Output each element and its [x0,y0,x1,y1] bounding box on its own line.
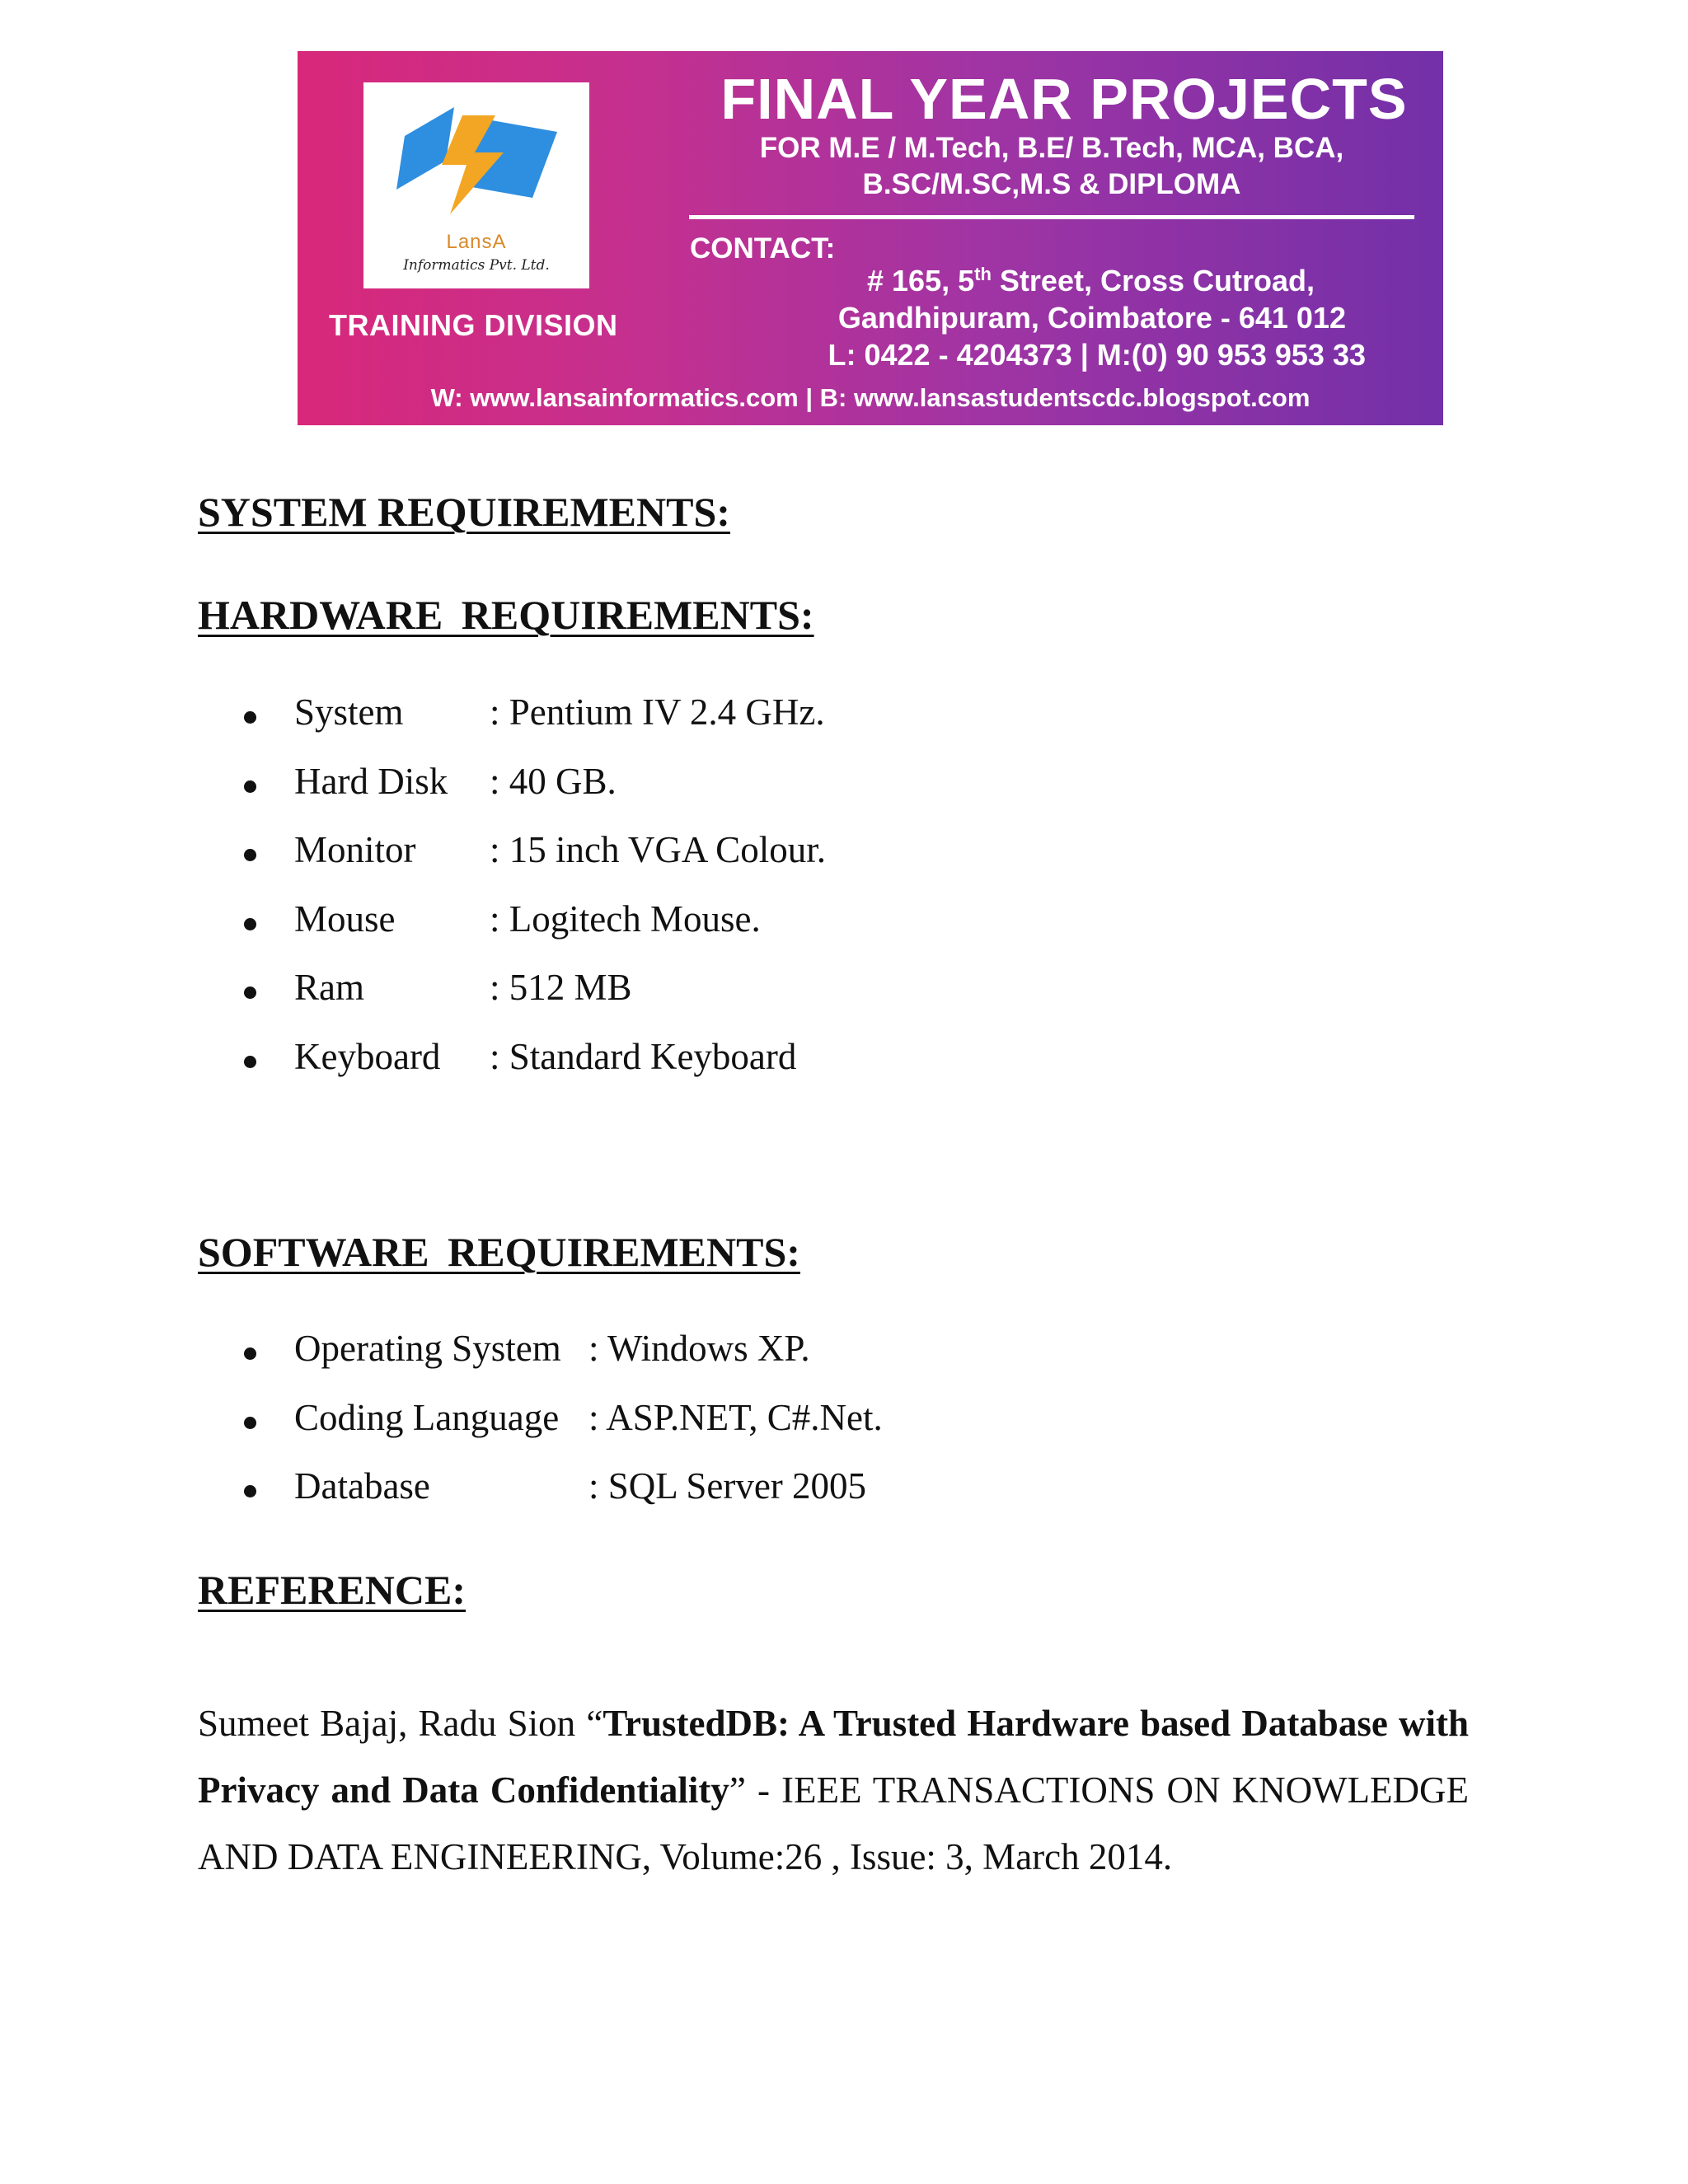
hardware-item-label: System [294,691,404,733]
software-item-value: : ASP.NET, C#.Net. [588,1397,883,1438]
reference-title: TrustedDB: A Trusted Hardware based Database with Privacy and Data Confidentiality [198,1703,1469,1811]
hardware-item-label: Keyboard [294,1036,441,1077]
banner-web-links: W: www.lansainformatics.com | B: www.lansastudentscdc.blogspot.com [430,383,1311,412]
bullet-icon [244,780,256,793]
software-item-label: Operating System [294,1328,561,1369]
header-banner [298,51,1443,425]
system-requirements-heading: SYSTEM REQUIREMENTS: [198,489,730,535]
hardware-requirements-heading: HARDWARE REQUIREMENTS: [198,592,814,638]
reference-citation [198,1690,1469,1891]
hardware-item-value: : 15 inch VGA Colour. [490,829,826,870]
hardware-item-value: : 512 MB [490,967,632,1008]
hardware-item-label: Mouse [294,898,396,940]
contact-address-line-1: # 165, 5th Street, Cross Cutroad, [867,264,1315,298]
contact-address-line-2: Gandhipuram, Coimbatore - 641 012 [837,301,1346,335]
contact-label: CONTACT: [690,232,836,265]
training-division-label: TRAINING DIVISION [329,308,618,342]
bullet-icon [244,849,256,861]
hardware-item-value: : Pentium IV 2.4 GHz. [490,691,825,733]
hardware-item-label: Monitor [294,829,416,870]
contact-phone: L: 0422 - 4204373 | M:(0) 90 953 953 33 [828,338,1366,372]
hardware-item-label: Ram [294,967,364,1008]
bullet-icon [244,1417,256,1429]
hardware-item-value: : 40 GB. [490,761,617,802]
software-item-value: : SQL Server 2005 [588,1465,867,1507]
company-logo [363,82,589,288]
lansa-logo-icon [363,82,589,231]
banner-title: FINAL YEAR PROJECTS [720,67,1408,131]
software-item-label: Coding Language [294,1397,560,1438]
logo-subtitle: Informatics Pvt. Ltd. [403,257,550,274]
bullet-icon [244,987,256,999]
banner-courses-line-1: FOR M.E / M.Tech, B.E/ B.Tech, MCA, BCA, [759,132,1344,164]
bullet-icon [244,1347,256,1360]
hardware-item-value: : Logitech Mouse. [490,898,761,940]
software-item-label: Database [294,1465,430,1507]
software-item-value: : Windows XP. [588,1328,810,1369]
hardware-item-label: Hard Disk [294,761,448,802]
reference-source: ” - IEEE TRANSACTIONS ON KNOWLEDGE AND DATA ENGINEERING, Volume:26 , Issue: 3, March 2014. [198,1769,1470,1877]
software-requirements-heading: SOFTWARE REQUIREMENTS: [198,1229,800,1275]
reference-heading: REFERENCE: [198,1567,467,1613]
bullet-icon [244,1485,256,1497]
bullet-icon [244,918,256,930]
reference-authors: Sumeet Bajaj, Radu Sion “ [198,1703,603,1744]
hardware-item-value: : Standard Keyboard [490,1036,797,1077]
banner-courses-line-2: B.SC/M.SC,M.S & DIPLOMA [862,168,1241,200]
bullet-icon [244,711,256,724]
banner-divider [689,215,1414,219]
bullet-icon [244,1056,256,1068]
logo-brand-text: LansA [446,231,507,253]
